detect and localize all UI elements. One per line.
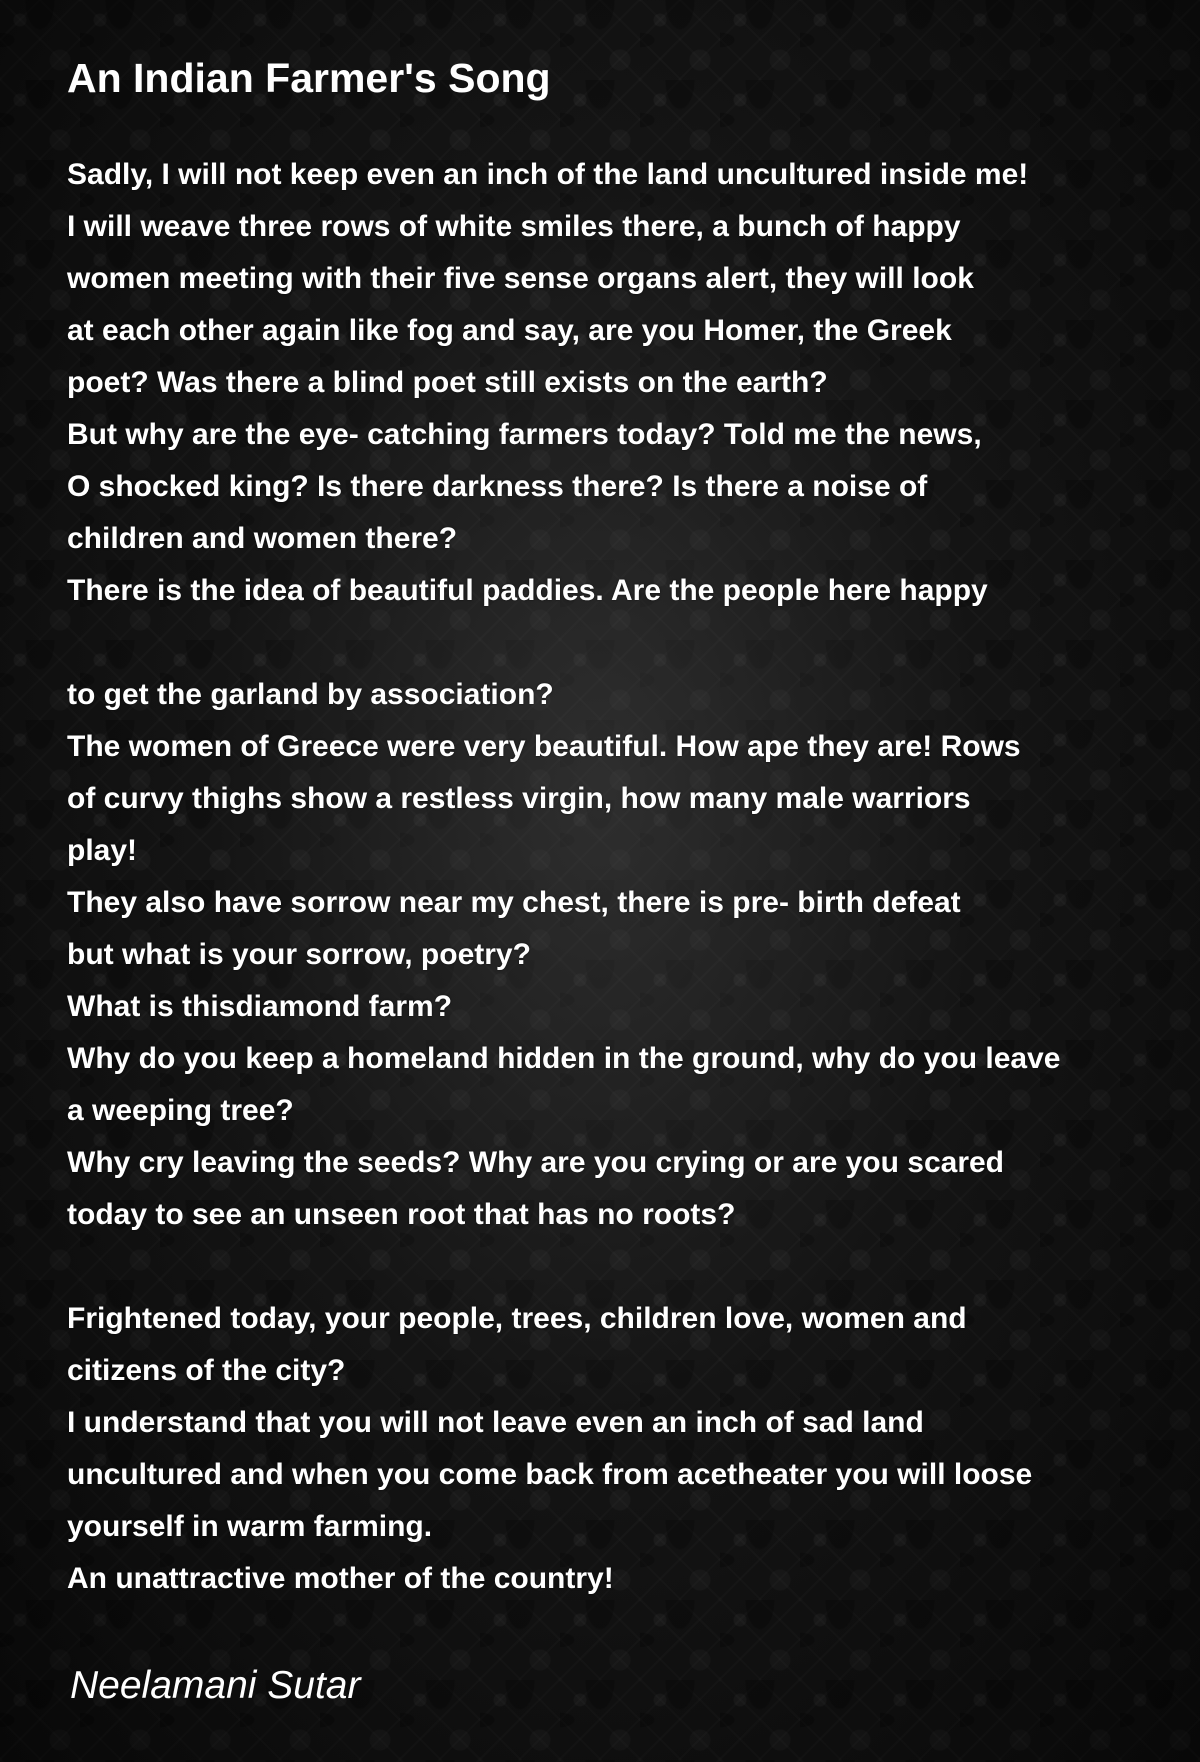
poem-line: There is the idea of beautiful paddies. Are the people here happy [67,574,988,607]
poem-line: Why cry leaving the seeds? Why are you crying or are you scared [67,1146,1005,1179]
poem-line: I will weave three rows of white smiles there, a bunch of happy [67,210,961,243]
stanza-break [67,617,1177,669]
poem-line: yourself in warm farming. [67,1510,433,1543]
poem-author: Neelamani Sutar [70,1664,361,1707]
poem-line: But why are the eye- catching farmers today? Told me the news, [67,418,982,451]
stanza-break [67,1241,1177,1293]
poem-line: at each other again like fog and say, are you Homer, the Greek [67,314,952,347]
poem-line: citizens of the city? [67,1354,346,1387]
poem-line: An unattractive mother of the country! [67,1562,614,1595]
poem-line: They also have sorrow near my chest, there is pre- birth defeat [67,886,961,919]
poem-line: but what is your sorrow, poetry? [67,938,531,971]
poem-line: What is thisdiamond farm? [67,990,453,1023]
poem-title: An Indian Farmer's Song [67,55,551,101]
poem-line: uncultured and when you come back from acetheater you will loose [67,1458,1033,1491]
poem-line: O shocked king? Is there darkness there? Is there a noise of [67,470,928,503]
poem-line: Why do you keep a homeland hidden in the ground, why do you leave [67,1042,1061,1075]
poem-line: The women of Greece were very beautiful. How ape they are! Rows [67,730,1021,763]
poem-line: of curvy thighs show a restless virgin, how many male warriors [67,782,971,815]
poem-line: Frightened today, your people, trees, children love, women and [67,1302,967,1335]
poem-line: poet? Was there a blind poet still exists on the earth? [67,366,828,399]
poem-line: Sadly, I will not keep even an inch of the land uncultured inside me! [67,158,1029,191]
poem-body [67,149,1177,1605]
poem-line: play! [67,834,138,867]
poem-line: children and women there? [67,522,458,555]
poem-line: a weeping tree? [67,1094,294,1127]
poem-line: to get the garland by association? [67,678,554,711]
poem-line: I understand that you will not leave even an inch of sad land [67,1406,924,1439]
poem-line: today to see an unseen root that has no roots? [67,1198,736,1231]
poem-line: women meeting with their five sense organs alert, they will look [67,262,974,295]
